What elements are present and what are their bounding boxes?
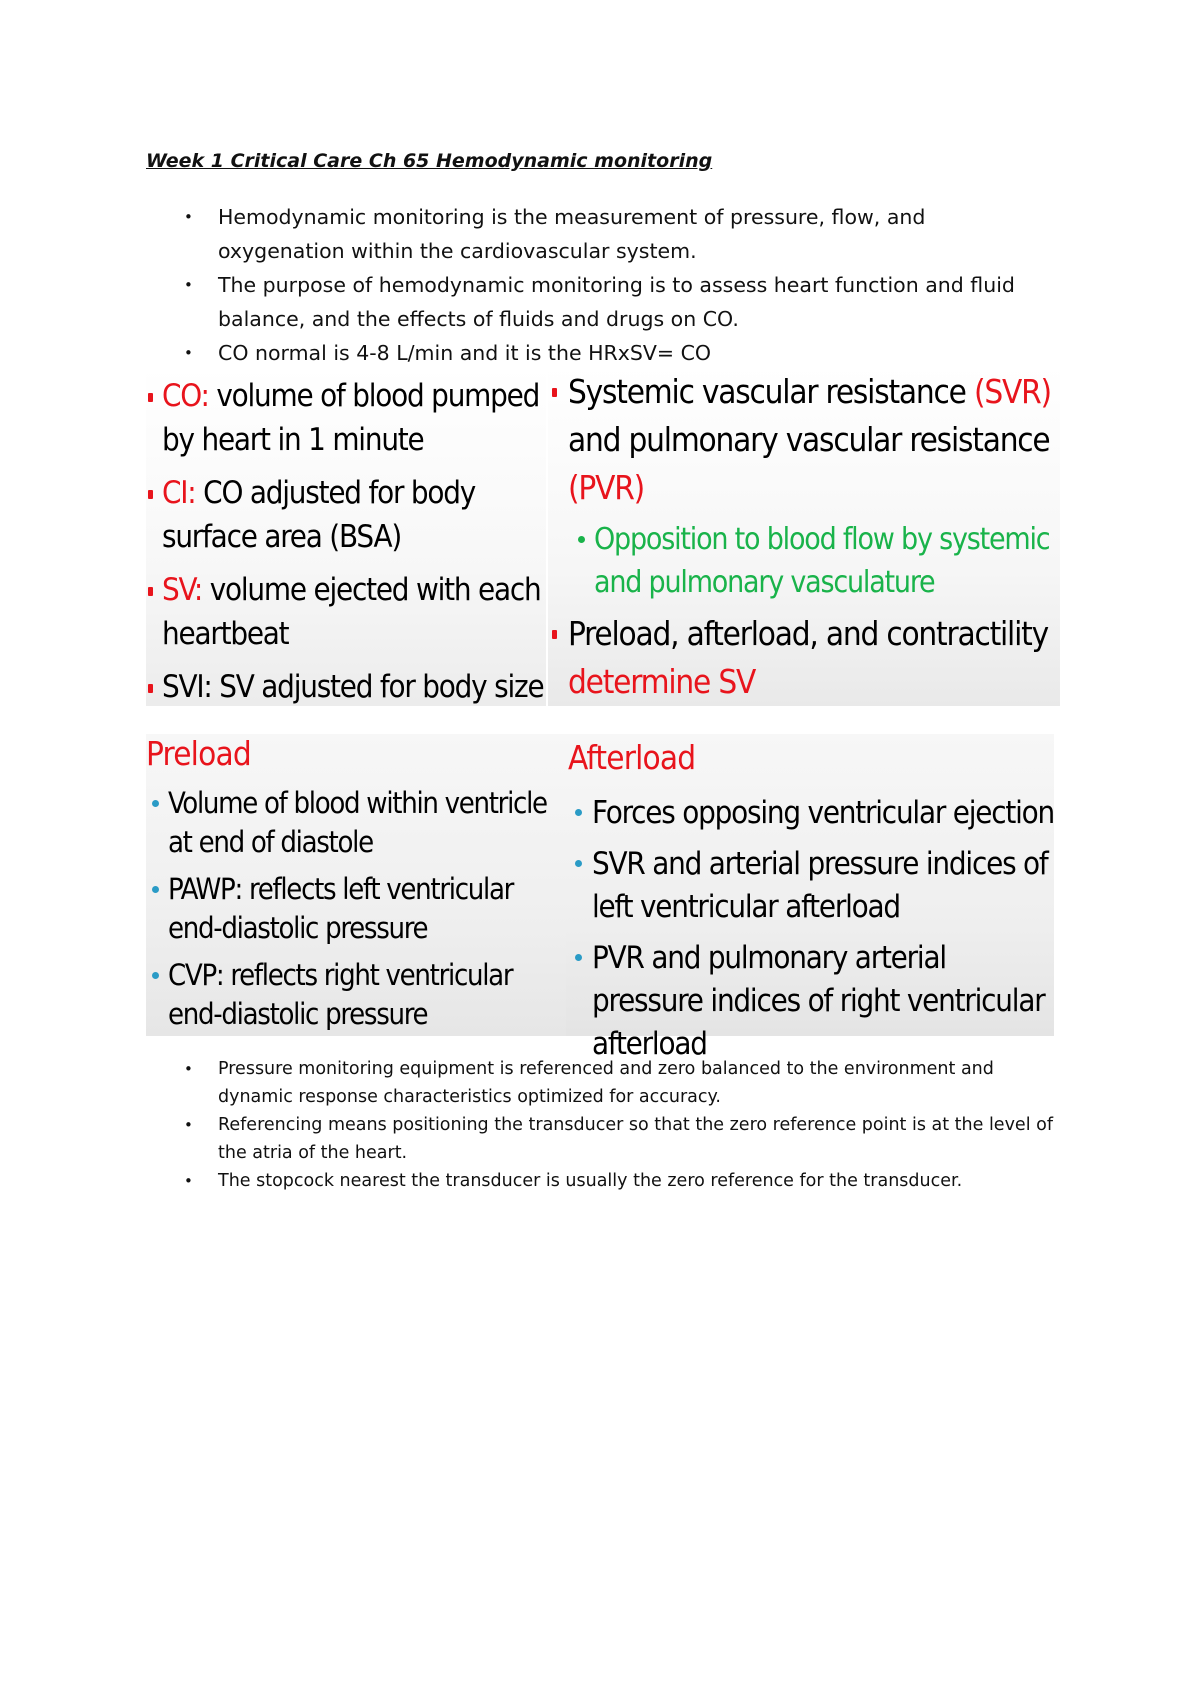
afterload-item: Forces opposing ventricular ejection: [592, 792, 1054, 835]
definition-term: SV:: [162, 572, 203, 608]
intro-bullet: • The purpose of hemodynamic monitoring is to assess heart function and fluid balance, and the effects of fluids and drugs on CO.: [218, 268, 1048, 336]
definition-item: [162, 665, 544, 709]
intro-bullet: • Hemodynamic monitoring is the measurement of pressure, flow, and oxygenation within the cardiovascular system.: [218, 200, 1048, 268]
resistance-sub-list: [594, 518, 1054, 604]
preload-item: Volume of blood within ventricle at end of diastole: [168, 784, 564, 862]
afterload-heading: Afterload: [568, 738, 696, 777]
definitions-list: [162, 374, 544, 718]
resistance-bullet: [568, 368, 1058, 512]
definition-item: [162, 568, 544, 656]
afterload-item: SVR and arterial pressure indices of left ventricular afterload: [592, 843, 1054, 929]
document-title: Week 1 Critical Care Ch 65 Hemodynamic monitoring: [146, 150, 713, 172]
resistance-text: and pulmonary vascular resistance: [568, 420, 1050, 459]
afterload-list: [592, 792, 1054, 1074]
definition-text: CO adjusted for body surface area (BSA): [162, 475, 476, 555]
slide-image-afterload: [566, 734, 1055, 1062]
determine-sv-text: determine SV: [568, 662, 756, 701]
determinants-text: Preload, afterload, and contractility: [568, 614, 1048, 653]
pvr-abbrev: (PVR): [568, 468, 645, 507]
definition-text: SVI: SV adjusted for body size: [162, 669, 544, 705]
determinants-bullet: [568, 610, 1058, 706]
definition-text: volume ejected with each heartbeat: [162, 572, 541, 652]
definition-term: CI:: [162, 475, 196, 511]
definition-item: [162, 471, 544, 559]
intro-bullet: • CO normal is 4-8 L/min and it is the HRxSV= CO: [218, 336, 1048, 370]
slide-image-resistance: [548, 366, 1060, 706]
outro-bullet: • The stopcock nearest the transducer is usually the zero reference for the transducer.: [218, 1167, 1058, 1195]
slide-image-preload: [146, 734, 566, 1036]
slide-image-definitions: [146, 366, 546, 706]
outro-bullet-list: [218, 1055, 1058, 1195]
outro-bullet: • Pressure monitoring equipment is referenced and zero balanced to the environment and dynamic response characteristics optimized for accuracy.: [218, 1055, 1058, 1111]
preload-item: CVP: reflects right ventricular end-diastolic pressure: [168, 956, 564, 1034]
outro-bullet: • Referencing means positioning the transducer so that the zero reference point is at the level of the atria of the heart.: [218, 1111, 1058, 1167]
intro-bullet-list: [218, 200, 1048, 370]
afterload-item: PVR and pulmonary arterial pressure indices of right ventricular afterload: [592, 937, 1054, 1066]
definition-text: volume of blood pumped by heart in 1 minute: [162, 378, 540, 458]
preload-list: [168, 784, 564, 1042]
preload-heading: Preload: [146, 734, 251, 773]
resistance-text: Systemic vascular resistance: [568, 372, 974, 411]
preload-item: PAWP: reflects left ventricular end-diastolic pressure: [168, 870, 564, 948]
resistance-sub-bullet: Opposition to blood flow by systemic and pulmonary vasculature: [594, 518, 1054, 604]
definition-term: CO:: [162, 378, 209, 414]
definition-item: [162, 374, 544, 462]
svr-abbrev: (SVR): [973, 372, 1051, 411]
